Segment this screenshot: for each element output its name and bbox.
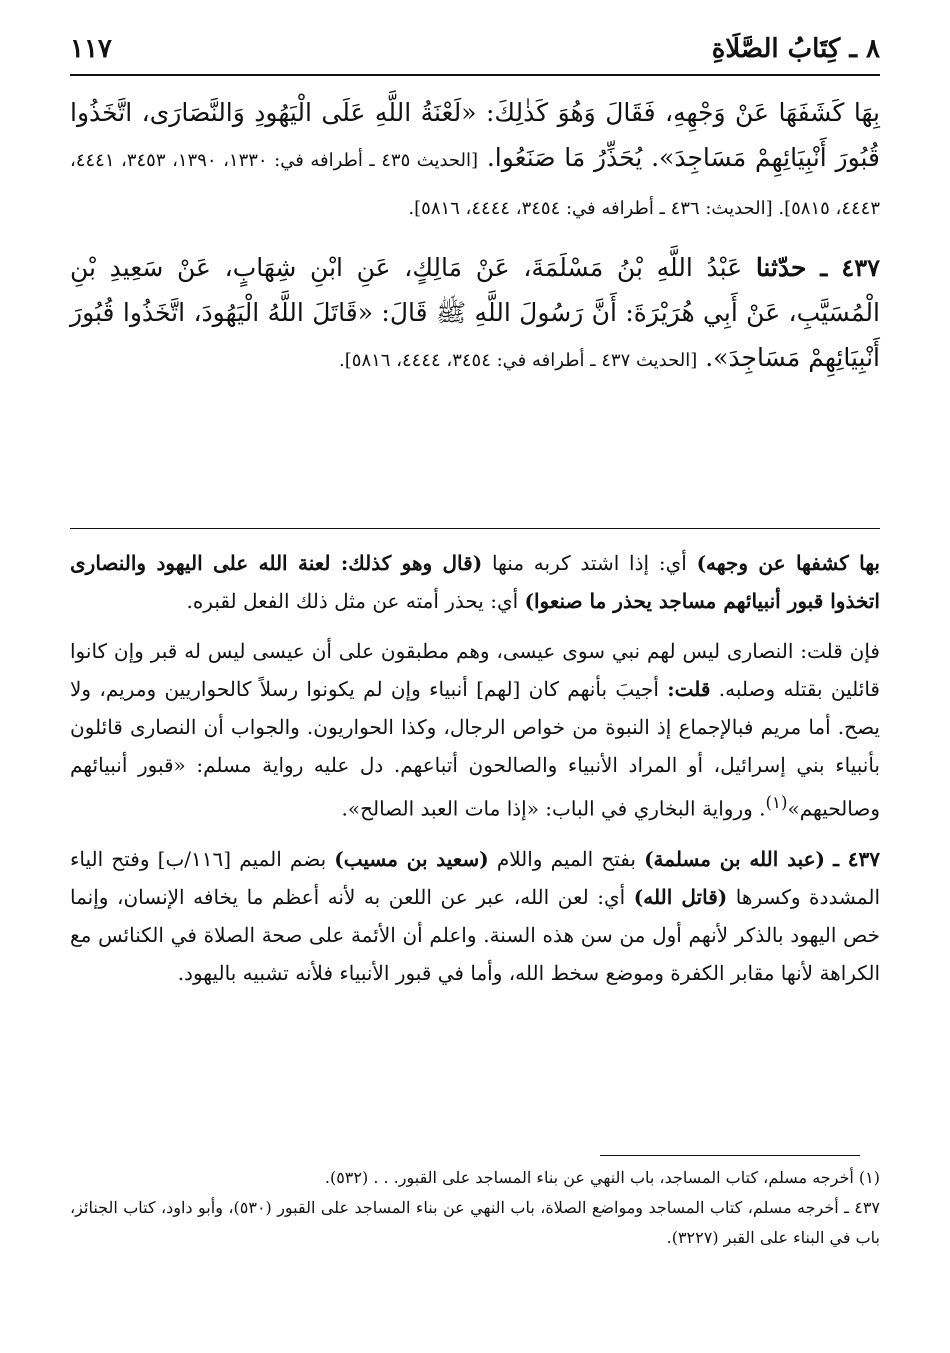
hadith-437-text: [70, 245, 880, 383]
hadith-436-text: [70, 90, 880, 231]
commentary-bold-phrase: بها كشفها عن وجهه): [696, 551, 881, 575]
commentary-paragraph-2: [70, 632, 880, 828]
commentary-bold-phrase: (قاتل الله): [633, 884, 728, 909]
commentary-divider: [70, 528, 880, 529]
hadith-text: [70, 90, 880, 397]
commentary-section: [70, 544, 880, 1004]
commentary-paragraph-1: [70, 544, 880, 620]
chapter-title: ٨ ـ كِتَابُ الصَّلَاةِ: [711, 34, 880, 64]
hadith-436-refs: [الحديث ٤٣٥ ـ أطرافه في: ١٣٣٠، ١٣٩٠، ٣٤٥٣، ٤٤٤١، ٤٤٤٣، ٥٨١٥]. [الحديث: ٤٣٦ ـ أطرافه في: ٣٤٥٤، ٤٤٤٤، ٥٨١٦].: [70, 150, 880, 219]
footnote-437: ٤٣٧ ـ أخرجه مسلم، كتاب المساجد ومواضع الصلاة، باب النهي عن بناء المساجد على القبور (٥٣٠)، وأبو داود، كتاب الجنائز، باب في البناء على القبر (٣٢٢٧).: [70, 1198, 881, 1247]
hadith-437-body: عَبْدُ اللَّهِ بْنُ مَسْلَمَةَ، عَنْ مَالِكٍ، عَنِ ابْنِ شِهَابٍ، عَنْ سَعِيدِ بْنِ الْمُسَيَّبِ، عَنْ أَبِي هُرَيْرَةَ: أَنَّ رَسُولَ اللَّهِ ﷺ قَالَ: «قَاتَلَ اللَّهُ الْيَهُودَ، اتَّخَذُوا قُبُورَ أَنْبِيَائِهِمْ مَسَاجِدَ».: [70, 253, 880, 372]
footnote-marker: (١): [765, 793, 788, 812]
commentary-bold-phrase: (عبد الله بن مسلمة): [644, 846, 825, 871]
commentary-paragraph-3: [70, 840, 880, 992]
commentary-hadith-number: ٤٣٧ ـ: [833, 846, 881, 871]
commentary-bold-phrase: (سعيد بن مسيب): [334, 846, 489, 871]
commentary-text: أي: لعن الله، عبر عن اللعن به لأنه أعظم ما يخافه الإنسان، وإنما خص اليهود بالذكر لأنهم أول من سن هذه السنة. واعلم أن الأئمة على صحة الصلاة في الكنائس مع الكراهة لأنها مقابر الكفرة وموضع سخط الله، وأما في قبور الأنبياء فلأنه تشبيه باليهود.: [70, 884, 880, 985]
commentary-text: أي: إذا اشتد كربه منها: [482, 551, 697, 575]
commentary-text: . ورواية البخاري في الباب: «إذا مات العبد الصالح».: [341, 796, 766, 821]
footnote-divider: [600, 1155, 860, 1156]
hadith-437-number: ٤٣٧ ـ: [820, 253, 880, 282]
commentary-text: فإن قلت: النصارى ليس لهم نبي سوى عيسى، وهم مطبقون على أن عيسى ليس له قبر وإن كانوا قائلين بقتله وصلبه.: [70, 639, 880, 701]
commentary-text: أي: يحذر أمته عن مثل ذلك الفعل لقبره.: [186, 589, 525, 613]
commentary-text: بضم الميم [١١٦/ب] وفتح الياء المشددة وكسرها: [70, 846, 880, 909]
page-number: ١١٧: [70, 34, 112, 64]
hadith-436-body: بِهَا كَشَفَهَا عَنْ وَجْهِهِ، فَقَالَ وَهُوَ كَذٰلِكَ: «لَعْنَةُ اللَّهِ عَلَى الْيَهُودِ وَالنَّصَارَى، اتَّخَذُوا قُبُورَ أَنْبِيَائِهِمْ مَسَاجِدَ». يُحَذِّرُ مَا صَنَعُوا.: [70, 98, 880, 172]
commentary-bold-phrase: قلت:: [667, 677, 711, 701]
hadith-437-refs: [الحديث ٤٣٧ ـ أطرافه في: ٣٤٥٤، ٤٤٤٤، ٥٨١٦].: [339, 350, 698, 371]
header-divider: [70, 74, 880, 76]
page-header: [70, 28, 880, 72]
footnote-1: (١) أخرجه مسلم، كتاب المساجد، باب النهي عن بناء المساجد على القبور. . . (٥٣٢).: [324, 1168, 880, 1187]
footnotes: [70, 1163, 880, 1253]
commentary-text: أجيبَ بأنهم كان [لهم] أنبياء وإن لم يكونوا رسلاً كالحواريين ومريم، ولا يصح. أما مريم فبالإجماع إذ النبوة من خواص الرجال، وكذا الحواريون. والجواب أن النصارى قائلون بأنبياء بني إسرائيل، أو المراد الأنبياء والصالحون أتباعهم. دل عليه رواية مسلم: «قبور أنبيائهم وصالحيهم»: [70, 677, 880, 821]
commentary-text: بفتح الميم واللام: [488, 846, 645, 871]
commentary-bold-phrase: (قال وهو كذلك: لعنة الله على اليهود والنصارى اتخذوا قبور أنبيائهم مساجد يحذر ما صنعوا): [70, 551, 880, 613]
hadith-437-lead: حدّثنا: [755, 253, 807, 282]
